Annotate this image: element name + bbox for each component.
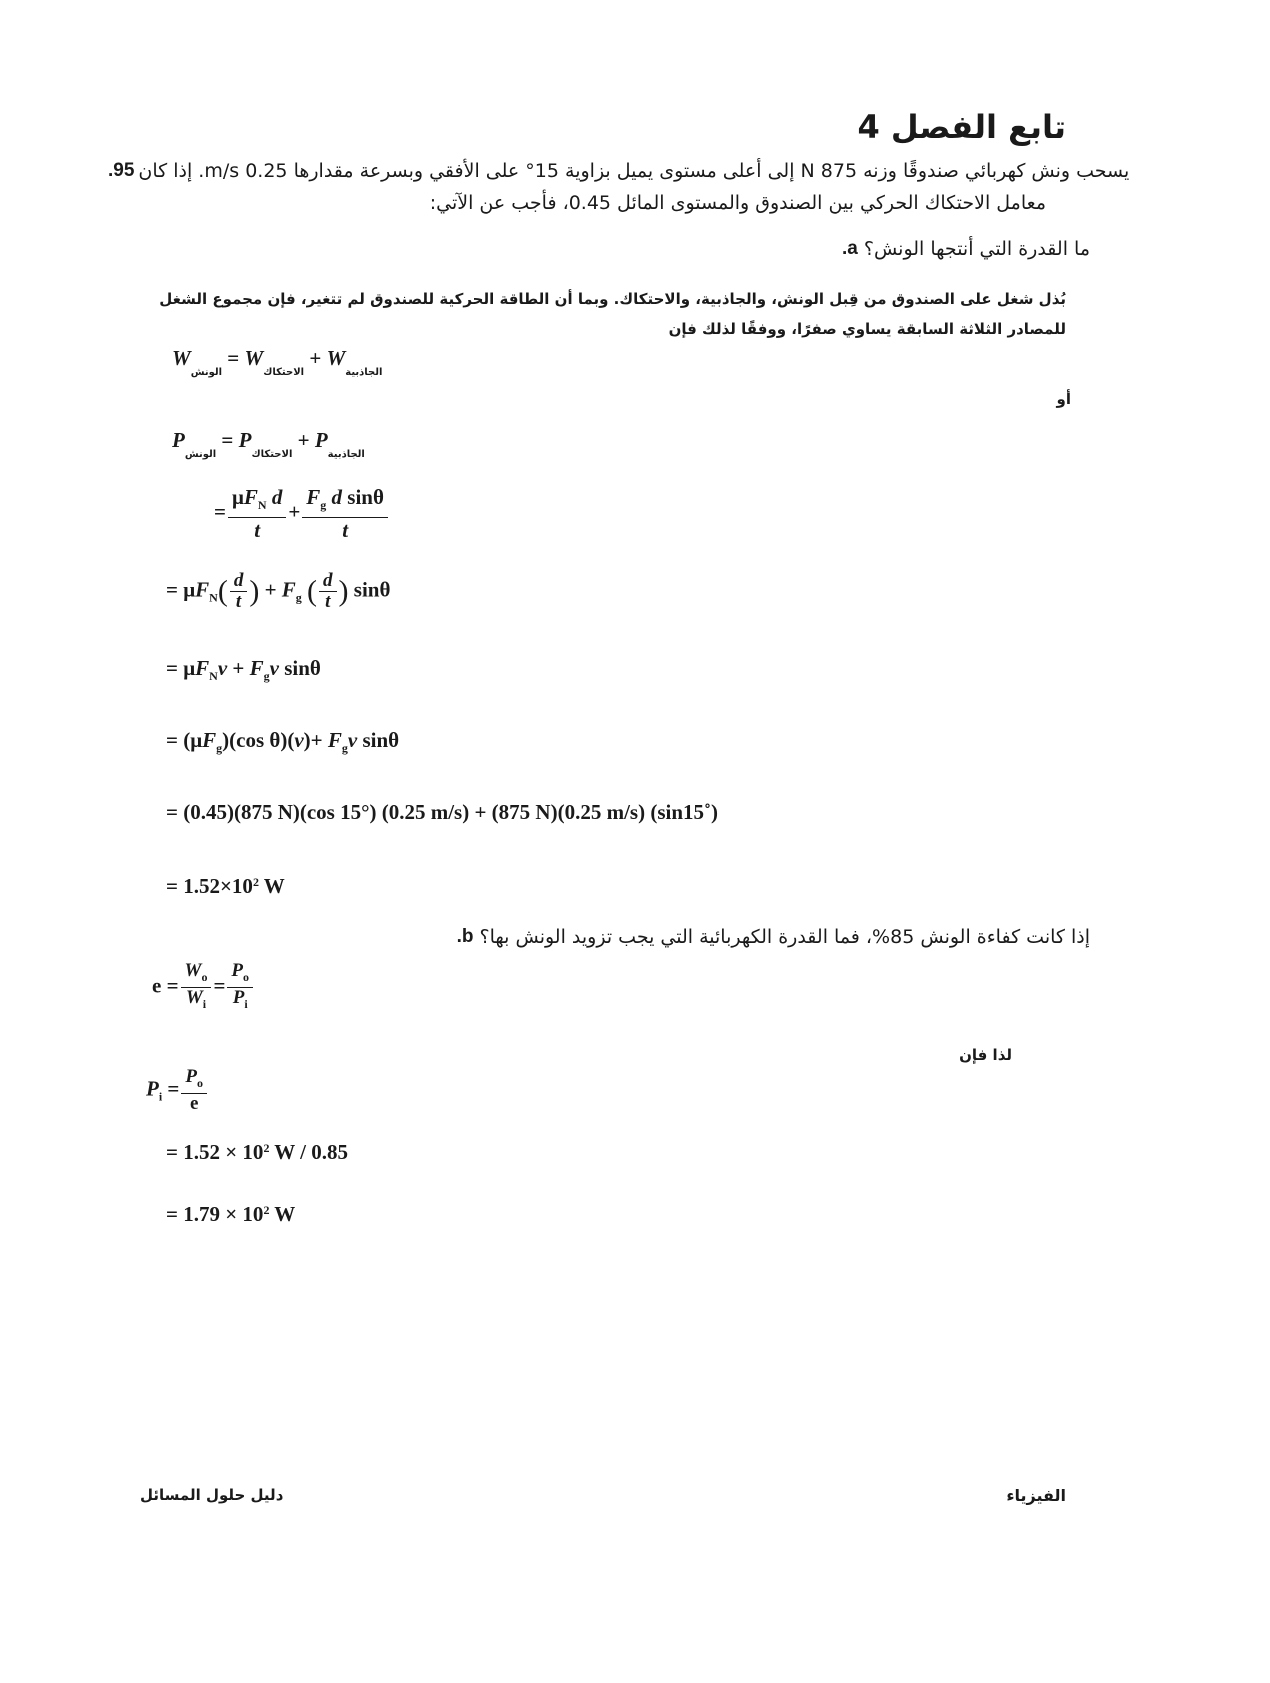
part-b-label: b. [456,926,474,947]
cos-step: = $(\mu F_g)(\cos$ $\theta)(v)+ F_gv$ sinθ [166,728,400,755]
part-b-question [457,926,1090,948]
part-b-question-text: إذا كانت كفاءة الونش 85%، فما القدرة الكهربائية التي يجب تزويد الونش بها؟ [479,926,1090,948]
input-power-equation: $P_i$ = $\frac{P_o}{e}$ [146,1068,209,1113]
part-a-answer-line-2: للمصادر الثلاثة السابقة يساوي صفرًا، ووفقًا لذلك فإن [668,320,1066,338]
divide-step: = $1.52 \times 10^2$ W / 0.85 [166,1140,349,1164]
efficiency-equation: e = $\frac{W_o}{W_i}$ = $\frac{P_o}{P_i}$ [152,962,255,1013]
work-equation: $W_{الونش} = W_{الاحتكاك} + W_{الجاذبية}$ [172,346,383,378]
power-equation: $P_{الونش} = P_{الاحتكاك} + P_{الجاذبية}$ [172,428,365,460]
part-a-label: a. [842,238,858,259]
numeric-substitution-step: = (0.45)(875 N)(cos 15°) (0.25 m/s) + (875 N)(0.25 m/s) (sin15˚) [166,800,718,824]
part-a-result: = $1.52\times 10^2$ W [166,874,285,898]
problem-line-1: يسحب ونش كهربائي صندوقًا وزنه 875 N إلى أعلى مستوى يميل بزاوية 15° على الأفقي وبسرعة مقدارها 0.25 m/s. إذا كان [138,160,1130,182]
problem-line-2: معامل الاحتكاك الحركي بين الصندوق والمستوى المائل 0.45، فأجب عن الآتي: [429,192,1046,214]
problem-statement [108,160,1130,214]
fraction-step: = $\frac{\mu F_N d}{t}$ + $\frac{F_g d \sin\theta}{t}$ [214,486,390,541]
chapter-title: تابع الفصل 4 [857,108,1066,146]
footer-left: دليل حلول المسائل [140,1486,284,1504]
or-label: أو [1056,390,1071,408]
problem-number: 95. [108,160,135,181]
therefore-label: لذا فإن [959,1046,1012,1064]
part-a-question [842,238,1090,260]
mu-v-step: = $\mu F_Nv + F_gv$ sinθ [166,656,321,683]
part-a-question-text: ما القدرة التي أنتجها الونش؟ [863,238,1090,260]
part-b-result: = $1.79 \times 10^2$ W [166,1202,296,1226]
part-a-answer [106,284,1066,344]
footer-right: الفيزياء [1006,1486,1066,1505]
part-a-answer-line-1: بُذل شغل على الصندوق من قِبل الونش، والجاذبية، والاحتكاك. وبما أن الطاقة الحركية للصندوق لم تتغير، فإن مجموع الشغل [159,290,1066,308]
velocity-substitution-step: = $\mu F_N$( $\frac{d}{t}$ ) + $F_g$ ( $\frac{d}{t}$ ) sinθ [166,570,391,612]
